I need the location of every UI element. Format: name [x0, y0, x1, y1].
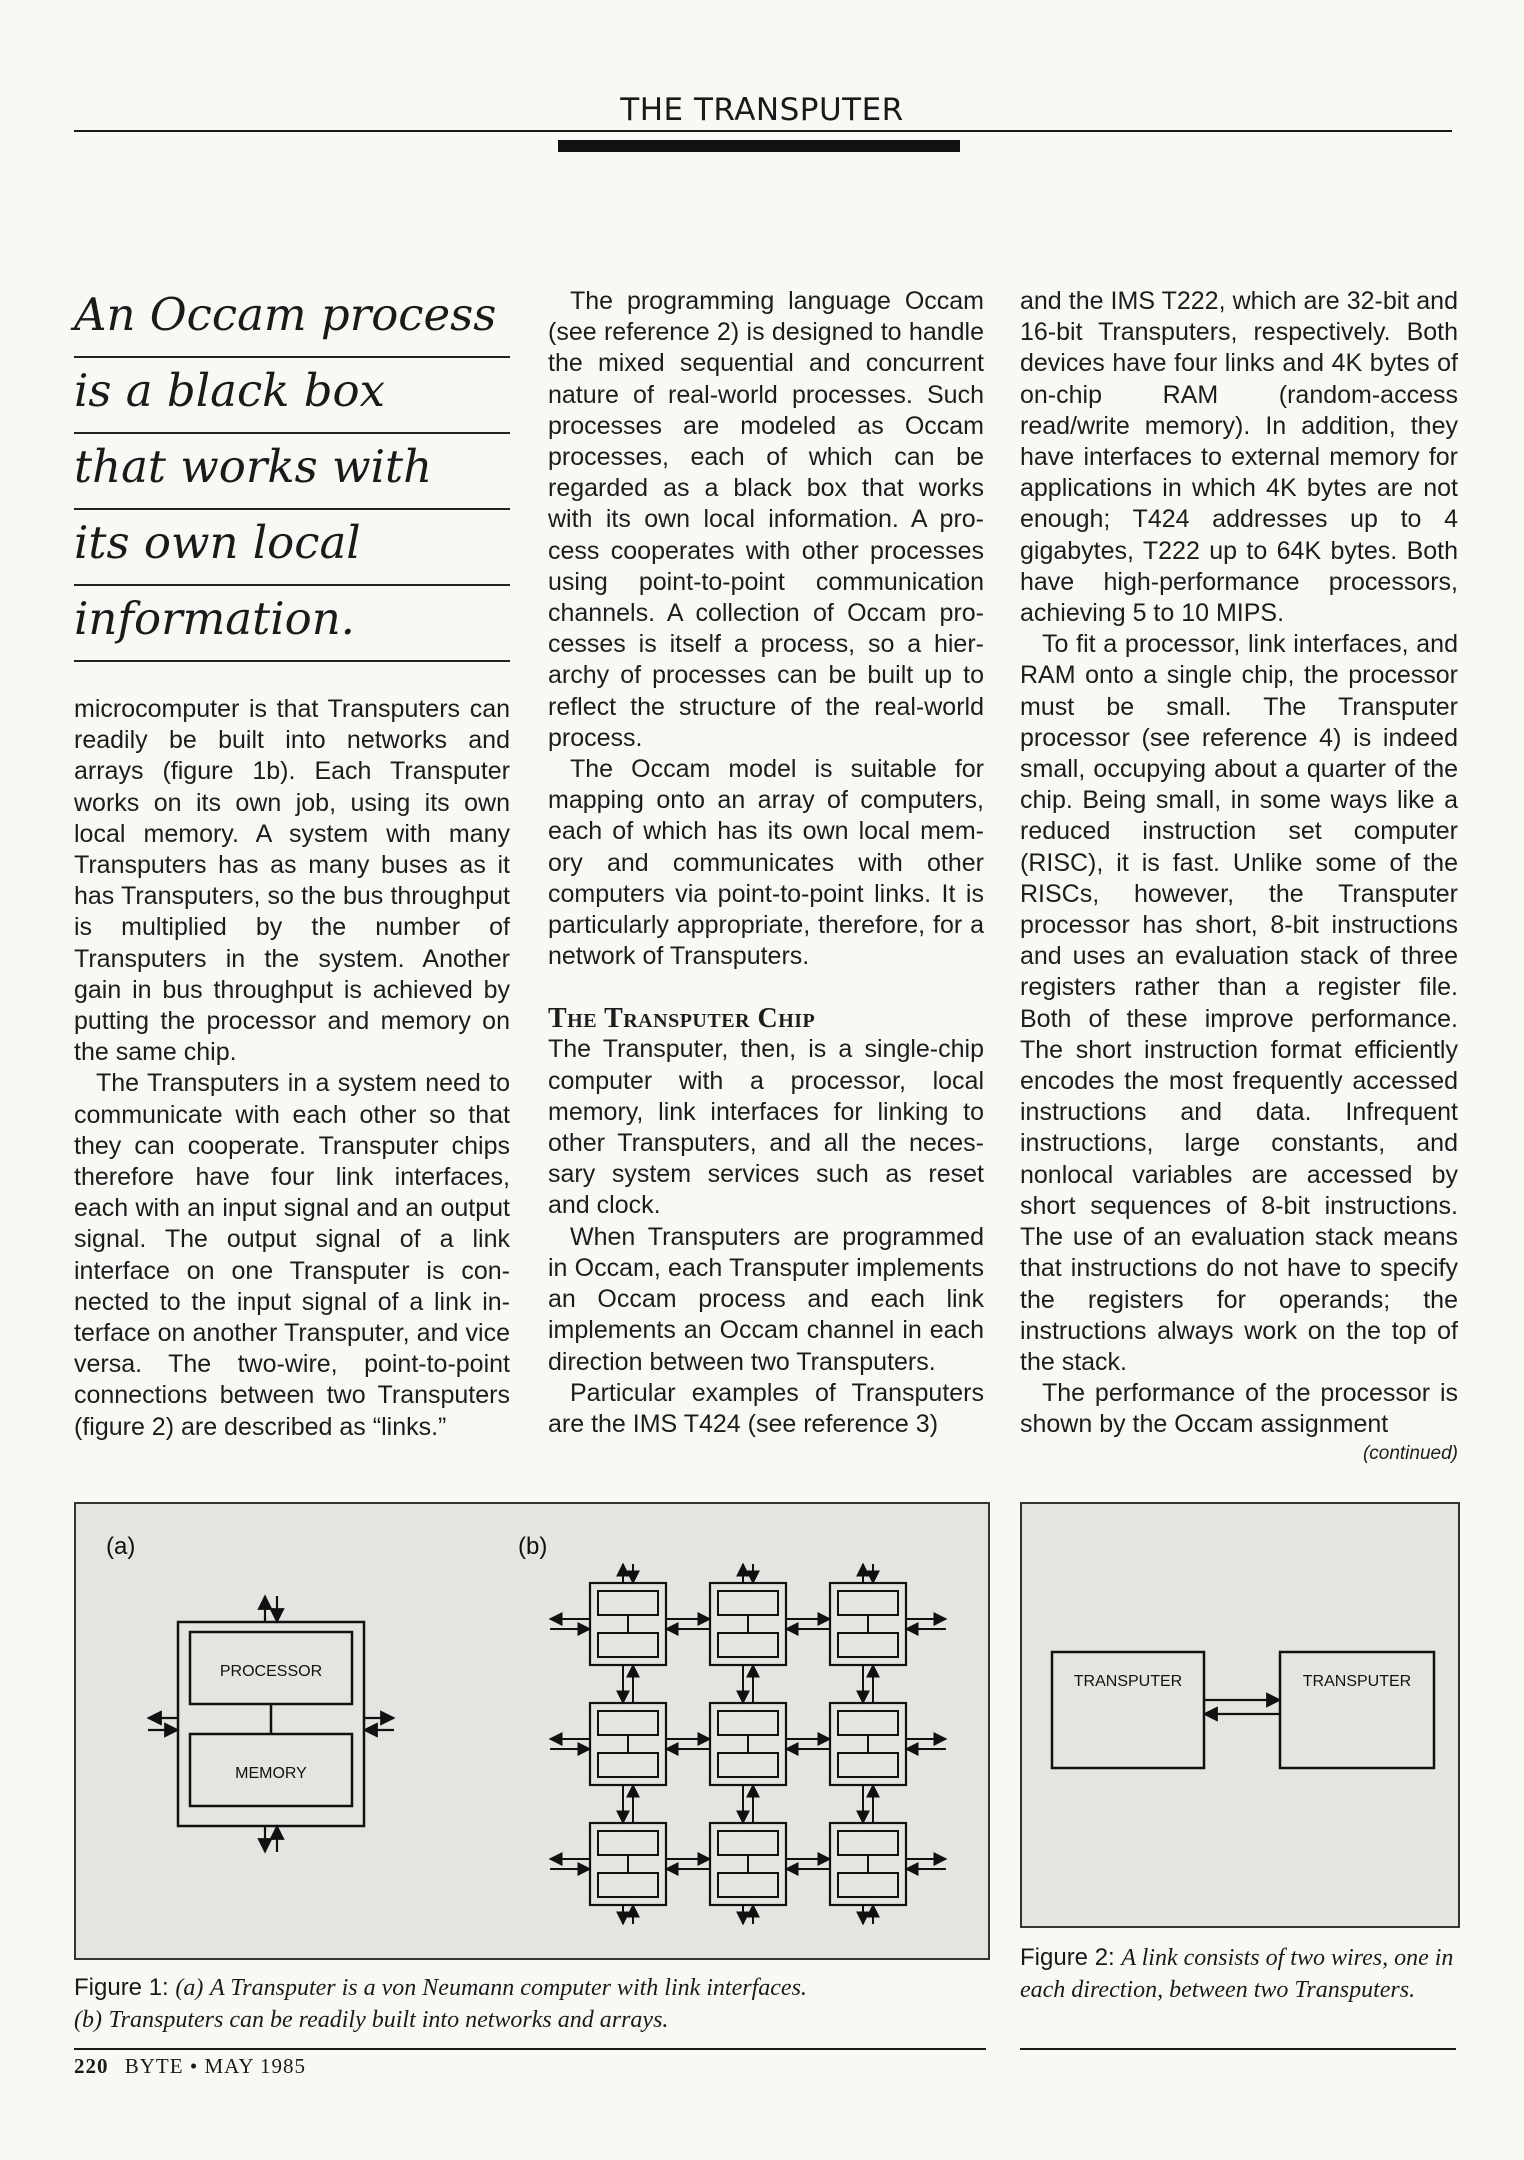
transputer-right-box: [1280, 1652, 1434, 1768]
page-footer: [74, 2054, 306, 2079]
running-header: THE TRANSPUTER: [620, 92, 904, 128]
network-processor: [598, 1591, 658, 1615]
figure-1-caption-text-b: Transputers can be readily built into networks and arrays.: [108, 2007, 669, 2033]
network-processor: [718, 1711, 778, 1735]
pull-quote-line: An Occam process: [74, 282, 510, 358]
network-processor: [598, 1831, 658, 1855]
processor-label: PROCESSOR: [219, 1663, 323, 1680]
paragraph: microcomputer is that Transputers can readily be built into networks and arrays (figure 1b). Each Transputer works on its own job, using its own local memory. A system with many Transputers has as many buses as it has Transputers, so the bus throughput is multiplied by the number of Transputers in the system. Another gain in bus throughput is achieved by putting the processor and memory on the same chip.: [74, 695, 510, 1067]
section-heading: The Transputer Chip: [548, 1003, 816, 1035]
figure-1-diagram: [76, 1504, 988, 1958]
network-memory: [718, 1873, 778, 1897]
transputer-right-label: TRANSPUTER: [1302, 1673, 1412, 1690]
network-memory: [718, 1633, 778, 1657]
network-memory: [598, 1633, 658, 1657]
continued-note: (continued): [1362, 1442, 1458, 1464]
paragraph: Particular examples of Transputers are the IMS T424 (see reference 3): [548, 1378, 984, 1438]
magazine-name: BYTE: [124, 2054, 184, 2078]
header-rule: [74, 130, 1452, 132]
network-memory: [838, 1873, 898, 1897]
pull-quote: [74, 282, 510, 662]
network-processor: [838, 1831, 898, 1855]
network-memory: [838, 1753, 898, 1777]
figure-1-caption-tag-a: (a): [175, 1975, 204, 2001]
network-memory: [598, 1873, 658, 1897]
transputer-left-box: [1052, 1652, 1204, 1768]
paragraph: The Transputer, then, is a single-chip computer with a processor, local memory, link interfaces for linking to other Transputers, and all the necessary system services such as reset and clock.: [548, 1035, 984, 1220]
figure-2-caption: [1020, 1942, 1456, 2006]
figure-2-caption-label: Figure 2:: [1020, 1944, 1115, 1971]
figure-2-bottom-rule: [1020, 2048, 1456, 2050]
network-processor: [838, 1591, 898, 1615]
figure-1b-label: (b): [518, 1533, 548, 1560]
network-processor: [598, 1711, 658, 1735]
transputer-left-label: TRANSPUTER: [1073, 1673, 1183, 1690]
figure-1-caption-label: Figure 1:: [74, 1974, 169, 2001]
paragraph: The Occam model is suitable for mapping onto an array of computers, each of which has its own local memory and communicates with other computers via point-to-point links. It is particularly appropriate, therefore, for a network of Transputers.: [548, 755, 984, 971]
figure-2-caption-text: A link consists of two wires, one in each direction, between two Transputers.: [1020, 1945, 1454, 2003]
figure-1-bottom-rule: [74, 2048, 986, 2050]
paragraph: and the IMS T222, which are 32-bit and 16-bit Transputers, respectively. Both devices have four links and 4K bytes of on-chip RAM (random-access read/write memory). In addition, they have interfaces to external memory for applications in which 4K bytes are not enough; T424 addresses up to 4 gigabytes, T222 up to 64K bytes. Both have high-performance processors, achieving 5 to 10 MIPS.: [1020, 287, 1458, 628]
issue-date: MAY 1985: [204, 2054, 306, 2078]
paragraph: The programming language Occam (see reference 2) is designed to handle the mixed sequential and concurrent nature of real-world processes. Such processes are modeled as Occam processes, each of which can be regarded as a black box that works with its own local information. A process cooperates with other processes using point-to-point communication channels. A collection of Occam processes is itself a process, so a hierarchy of processes can be built up to reflect the structure of the real-world process.: [548, 287, 984, 752]
paragraph: The performance of the processor is shown by the Occam assignment: [1020, 1379, 1458, 1439]
network-processor: [838, 1711, 898, 1735]
network-processor: [718, 1591, 778, 1615]
figure-1-caption-tag-b: (b): [74, 2007, 102, 2033]
header-rule-accent: [558, 140, 960, 152]
figure-1-caption: [74, 1972, 986, 2036]
figure-2-box: [1020, 1502, 1460, 1928]
pull-quote-line: its own local: [74, 510, 510, 586]
memory-label: MEMORY: [235, 1765, 307, 1782]
paragraph: When Transputers are programmed in Occam, each Transputer implements an Occam process and each link implements an Occam channel in each direction between two Transputers.: [548, 1222, 984, 1376]
network-memory: [598, 1753, 658, 1777]
page-number: 220: [74, 2054, 109, 2078]
footer-bullet: •: [189, 2054, 199, 2078]
network-memory: [838, 1633, 898, 1657]
body-column-2: [548, 286, 984, 1440]
figure-1a-label: (a): [106, 1533, 136, 1560]
pull-quote-line: information.: [74, 586, 510, 662]
figure-2-diagram: [1022, 1504, 1458, 1926]
body-column-3: [1020, 286, 1458, 1467]
paragraph: The Transputers in a system need to communicate with each other so that they can cooperate. Transputer chips therefore have four link interfaces, each with an input signal and an output signal. The output signal of a link interface on one Transputer is connected to the input signal of a link interface on another Transputer, and vice versa. The two-wire, point-to-point connections between two Transputers (figure 2) are described as “links.”: [74, 1069, 510, 1441]
pull-quote-line: that works with: [74, 434, 510, 510]
link-wires: [1204, 1700, 1280, 1714]
figure-1-caption-text-a: A Transputer is a von Neumann computer with link interfaces.: [210, 1975, 807, 2001]
paragraph: To fit a processor, link interfaces, and RAM onto a single chip, the processor must be small. The Transputer processor (see reference 4) is indeed small, occupying about a quarter of the chip. Being small, in some ways like a reduced instruction set computer (RISC), it is fast. Unlike some of the RISCs, however, the Transputer processor has short, 8-bit instructions and uses an evaluation stack of three registers rather than a register file. Both of these improve performance. The short instruction format efficiently encodes the most frequently accessed instructions and data. Infrequent instructions, large constants, and nonlocal variables are accessed by short sequences of 8-bit instructions. The use of an evaluation stack means that instructions do not have to specify the registers for operands; the instructions always work on the top of the stack.: [1020, 630, 1458, 1376]
body-column-1: [74, 694, 510, 1443]
pull-quote-line: is a black box: [74, 358, 510, 434]
figure-1-box: [74, 1502, 990, 1960]
transputer-network: [550, 1564, 946, 1924]
network-processor: [718, 1831, 778, 1855]
network-memory: [718, 1753, 778, 1777]
